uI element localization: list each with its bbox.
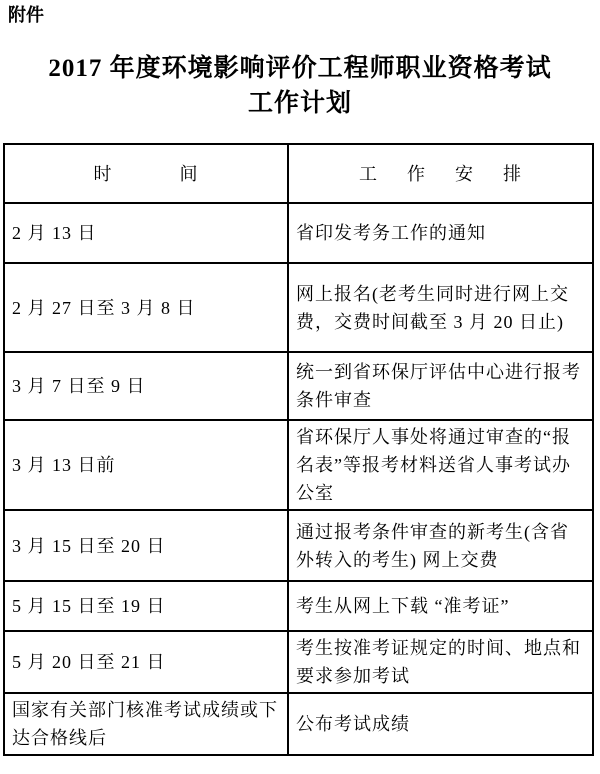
header-work-cell (288, 144, 593, 203)
table-row (4, 420, 593, 510)
page-title-line2: 工作计划 (247, 90, 352, 117)
time-cell: 3 月 13 日前 (4, 420, 288, 510)
header-work-label: 工作安排 (359, 163, 551, 184)
table-row (4, 352, 593, 420)
task-cell: 网上报名(老考生同时进行网上交费，交费时间截至 3 月 20 日止) (288, 263, 593, 352)
task-cell: 省印发考务工作的通知 (288, 203, 593, 263)
task-cell: 省环保厅人事处将通过审查的“报名表”等报考材料送省人事考试办公室 (288, 420, 593, 510)
time-cell: 3 月 7 日至 9 日 (4, 352, 288, 420)
table-row (4, 263, 593, 352)
header-time-label: 时间 (93, 163, 266, 184)
header-time-cell (4, 144, 288, 203)
table-row (4, 693, 593, 755)
time-cell: 2 月 27 日至 3 月 8 日 (4, 263, 288, 352)
table-row (4, 631, 593, 693)
page-title-line1: 2017 年度环境影响评价工程师职业资格考试 (48, 55, 552, 82)
time-cell: 3 月 15 日至 20 日 (4, 510, 288, 581)
time-cell: 5 月 20 日至 21 日 (4, 631, 288, 693)
task-cell: 通过报考条件审查的新考生(含省外转入的考生) 网上交费 (288, 510, 593, 581)
time-cell: 国家有关部门核准考试成绩或下达合格线后 (4, 693, 288, 755)
table-row (4, 581, 593, 631)
time-cell: 5 月 15 日至 19 日 (4, 581, 288, 631)
table-row (4, 510, 593, 581)
page-title (0, 51, 600, 121)
task-cell: 公布考试成绩 (288, 693, 593, 755)
task-cell: 统一到省环保厅评估中心进行报考条件审查 (288, 352, 593, 420)
schedule-table (3, 143, 594, 756)
time-cell: 2 月 13 日 (4, 203, 288, 263)
task-cell: 考生按准考证规定的时间、地点和要求参加考试 (288, 631, 593, 693)
table-row (4, 203, 593, 263)
table-header-row (4, 144, 593, 203)
attachment-label: 附件 (8, 5, 44, 25)
task-cell: 考生从网上下载 “准考证” (288, 581, 593, 631)
